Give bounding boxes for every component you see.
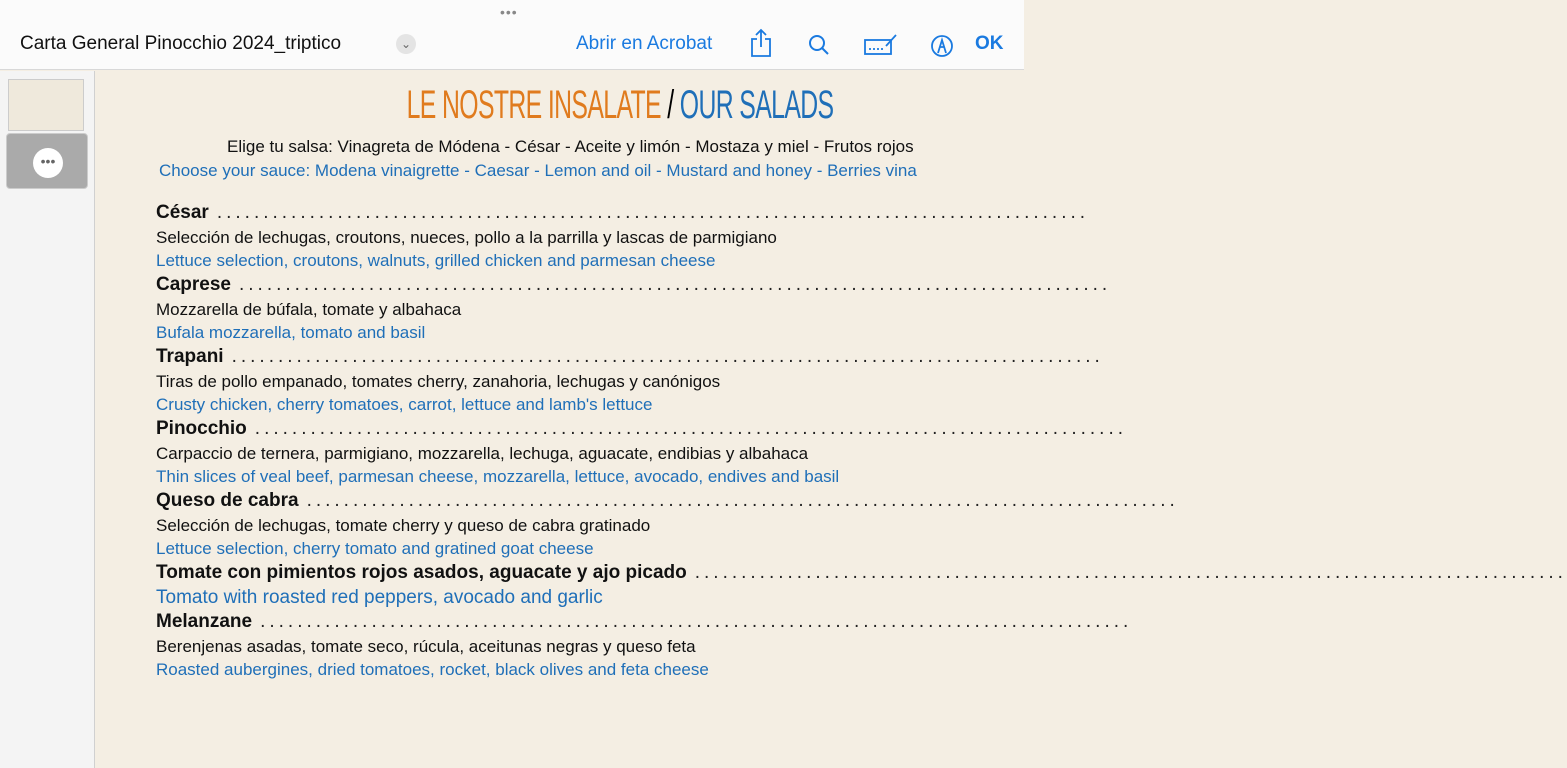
item-name: Caprese <box>156 274 231 295</box>
item-description-en: Roasted aubergines, dried tomatoes, rocket, black olives and feta cheese <box>156 660 709 679</box>
heading-english: OUR SALADS <box>679 83 834 127</box>
dot-leader: .............................................................................................. <box>216 202 1090 223</box>
heading-italian: LE NOSTRE INSALATE <box>406 83 661 127</box>
item-name: César <box>156 202 209 223</box>
item-description-en: Thin slices of veal beef, parmesan cheese, mozzarella, lettuce, avocado, endives and basil <box>156 467 840 486</box>
item-name-row <box>156 562 1567 586</box>
markup-icon[interactable] <box>930 34 954 64</box>
menu-item <box>156 202 1090 274</box>
item-description-es: Selección de lechugas, tomate cherry y queso de cabra gratinado <box>156 516 651 535</box>
item-description-es: Selección de lechugas, croutons, nueces, pollo a la parrilla y lascas de parmigiano <box>156 228 777 247</box>
item-name: Tomate con pimientos rojos asados, aguacate y ajo picado <box>156 562 687 583</box>
item-description-en: Crusty chicken, cherry tomatoes, carrot, lettuce and lamb's lettuce <box>156 395 653 414</box>
item-name: Pinocchio <box>156 418 247 439</box>
item-description-en: Tomato with roasted red peppers, avocado and garlic <box>156 587 603 608</box>
document-page <box>96 71 1567 768</box>
menu-item <box>156 490 1179 562</box>
heading-separator: / <box>660 83 680 127</box>
window-handle[interactable]: ••• <box>500 4 518 20</box>
menu-item <box>156 562 1567 611</box>
item-description-en: Lettuce selection, croutons, walnuts, grilled chicken and parmesan cheese <box>156 251 716 270</box>
item-name: Melanzane <box>156 611 253 632</box>
item-name: Queso de cabra <box>156 490 299 511</box>
item-name-row <box>156 274 1112 298</box>
item-name: Trapani <box>156 346 224 367</box>
section-heading <box>332 83 907 128</box>
item-name-row <box>156 490 1179 514</box>
ok-button[interactable]: OK <box>975 33 1004 54</box>
item-description-es: Tiras de pollo empanado, tomates cherry, zanahoria, lechugas y canónigos <box>156 372 721 391</box>
sauce-options-es: Elige tu salsa: Vinagreta de Módena - César - Aceite y limón - Mostaza y miel - Frutos rojos <box>227 137 914 156</box>
page-thumbnail-2[interactable] <box>6 133 88 189</box>
toolbar <box>0 0 1024 70</box>
menu-item <box>156 611 1133 683</box>
search-icon[interactable] <box>808 34 830 62</box>
page-thumbnail-1[interactable] <box>8 79 84 131</box>
dot-leader: .............................................................................................. <box>694 562 1567 583</box>
menu-item <box>156 346 1104 418</box>
chevron-down-icon[interactable]: ⌄ <box>396 34 416 54</box>
item-name-row <box>156 346 1104 370</box>
item-name-row <box>156 611 1133 635</box>
sauce-options-en: Choose your sauce: Modena vinaigrette - Caesar - Lemon and oil - Mustard and honey - Berries vina <box>159 161 917 180</box>
open-in-acrobat-button[interactable]: Abrir en Acrobat <box>576 33 713 54</box>
dot-leader: .............................................................................................. <box>231 346 1104 367</box>
page-thumbnails-sidebar[interactable] <box>0 71 95 768</box>
more-options-button[interactable]: ••• <box>33 148 63 178</box>
dot-leader: .............................................................................................. <box>260 611 1133 632</box>
item-description-en: Bufala mozzarella, tomato and basil <box>156 323 426 342</box>
item-name-row <box>156 202 1090 226</box>
menu-item <box>156 274 1112 346</box>
item-name-row <box>156 418 1128 442</box>
dot-leader: .............................................................................................. <box>239 274 1112 295</box>
menu-item <box>156 418 1128 490</box>
document-title[interactable]: Carta General Pinocchio 2024_triptico <box>20 33 342 54</box>
item-description-en: Lettuce selection, cherry tomato and gratined goat cheese <box>156 539 594 558</box>
item-description-es: Berenjenas asadas, tomate seco, rúcula, aceitunas negras y queso feta <box>156 637 696 656</box>
signature-icon[interactable] <box>864 34 898 62</box>
salad-list <box>156 202 1567 683</box>
share-icon[interactable] <box>749 28 773 64</box>
dot-leader: .............................................................................................. <box>254 418 1128 439</box>
item-description-es: Mozzarella de búfala, tomate y albahaca <box>156 300 462 319</box>
item-description-es: Carpaccio de ternera, parmigiano, mozzarella, lechuga, aguacate, endibias y albahaca <box>156 444 809 463</box>
dot-leader: .............................................................................................. <box>306 490 1179 511</box>
